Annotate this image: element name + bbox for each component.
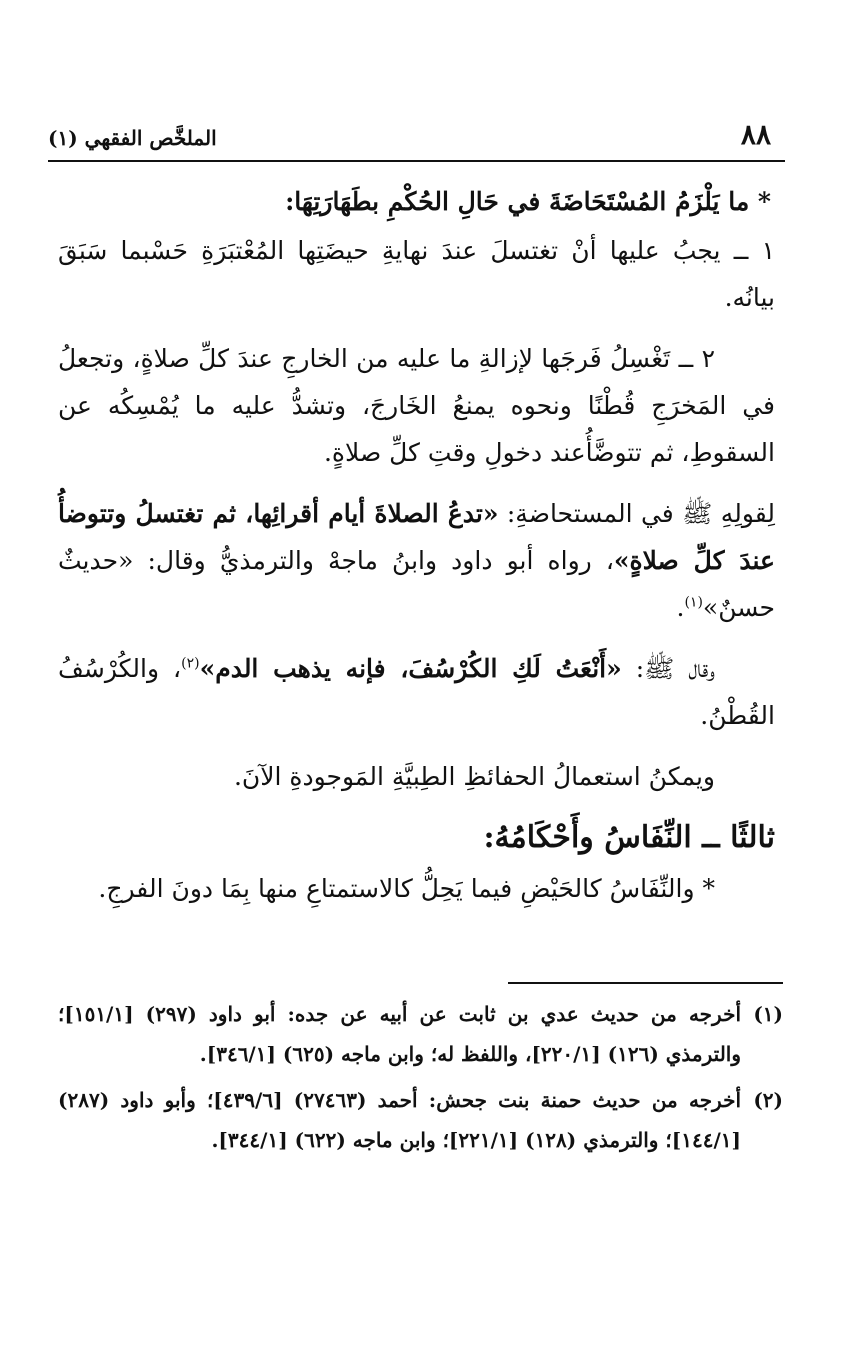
section-heading-istihada: * ما يَلْزَمُ المُسْتَحَاضَةَ في حَالِ الحُكْمِ بطَهَارَتِهَا:: [285, 187, 771, 216]
paragraph-6: * والنِّفَاسُ كالحَيْضِ فيما يَحِلُّ كالاستمتاعِ منها بِمَا دونَ الفرجِ.: [98, 874, 715, 903]
footnote-2: [58, 1080, 783, 1160]
para4-tail: ، والكُرْسُفُ القُطْنُ.: [58, 654, 775, 730]
paragraph-2: ٢ ــ تَغْسِلُ فَرجَها لإزالةِ ما عليه من الخارجِ عندَ كلِّ صلاةٍ، وتجعلُ في المَخرَجِ قُطْنًا ونحوه يمنعُ الخَارجَ، وتشدُّ عليه ما يُمْسِكُه عن السقوطِ، ثم تتوضَّأُعند دخولِ وقتِ كلِّ صلاةٍ.: [58, 344, 775, 467]
para3-lead: لِقولِهِ ﷺ في المستحاضةِ:: [498, 499, 775, 528]
para3-end: .: [676, 593, 685, 622]
footnote-ref-2: (٢): [181, 655, 200, 672]
main-text: [58, 178, 775, 926]
footnote-text: أخرجه من حديث عدي بن ثابت عن أبيه عن جده: أبو داود (٢٩٧) [١٥١/١]؛ والترمذي (١٢٦) [٢٢٠/١]، واللفظ له؛ وابن ماجه (٦٢٥) [٣٤٦/١].: [58, 1002, 741, 1066]
hadith-quote-2: «أَنْعَتُ لَكِ الكُرْسُفَ، فإنه يذهب الدم»: [199, 654, 622, 683]
para4-lead: وقال ﷺ:: [621, 654, 716, 683]
hadith-quote-1: «تدعُ الصلاةَ أيام أقرائِها، ثم تغتسلُ وتتوضأُ عندَ كلِّ صلاةٍ»: [58, 499, 775, 575]
page-number: ٨٨: [740, 118, 771, 151]
footnotes: [58, 994, 783, 1166]
header-rule: [48, 160, 785, 162]
footnote-1: [58, 994, 783, 1074]
section-heading-nifas: ثالثًا ــ النِّفَاسُ وأَحْكَامُهُ:: [483, 820, 775, 855]
paragraph-5: ويمكنُ استعمالُ الحفائظِ الطِبيَّةِ المَوجودةِ الآنَ.: [233, 762, 715, 791]
para3-tail: ، رواه أبو داود وابنُ ماجهْ والترمذيُّ وقال: «حديثٌ حسنٌ»: [58, 546, 775, 622]
running-header: [48, 118, 771, 158]
paragraph-3: [58, 490, 775, 631]
book-title: الملخَّص الفقهي (١): [48, 126, 217, 150]
paragraph-4: [58, 645, 775, 739]
footnote-number: (٢): [753, 1088, 783, 1112]
footnote-text: أخرجه من حديث حمنة بنت جحش: أحمد (٢٧٤٦٣) [٤٣٩/٦]؛ وأبو داود (٢٨٧) [١٤٤/١]؛ والترمذي (١٢٨) [٢٢١/١]؛ وابن ماجه (٦٢٢) [٣٤٤/١].: [58, 1088, 742, 1152]
footnote-ref-1: (١): [684, 594, 703, 611]
paragraph-1: ١ ــ يجبُ عليها أنْ تغتسلَ عندَ نهايةِ حيضَتِها المُعْتبَرَةِ حَسْبما سَبَقَ بيانُه.: [58, 236, 775, 312]
footnote-number: (١): [753, 1002, 783, 1026]
footnote-separator: [508, 982, 783, 984]
